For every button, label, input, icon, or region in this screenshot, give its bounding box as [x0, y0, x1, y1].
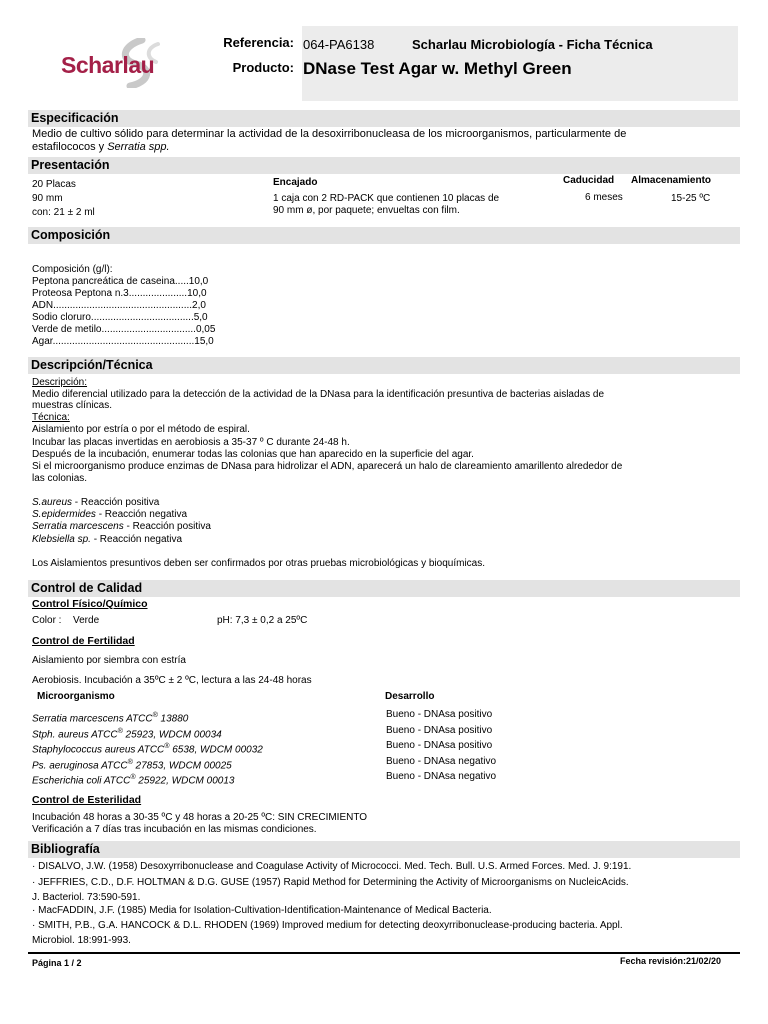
descripcion-text1: Medio diferencial utilizado para la detección de la actividad de la DNasa para la identificación presuntiva de bacterias aisladas de — [32, 389, 605, 400]
bibliografia-line: Microbiol. 18:991-993. — [32, 935, 131, 946]
tecnica-line: Si el microorganismo produce enzimas de DNasa para hidrolizar el ADN, aparecerá un halo de clareamiento amarillento alrededor de — [32, 461, 623, 472]
control-fisico-quimico-label: Control Físico/Químico — [32, 598, 148, 610]
tecnica-line: las colonias. — [32, 473, 88, 484]
producto-label: Producto: — [232, 60, 294, 75]
presentacion-volumen: con: 21 ± 2 ml — [32, 207, 95, 218]
bibliografia-line: · JEFFRIES, C.D., D.F. HOLTMAN & D.G. GUSE (1957) Rapid Method for Determining the Activity of Microorganisms on NucleicAcids. — [32, 877, 629, 888]
referencia-label: Referencia: — [223, 35, 294, 50]
logo-text: Scharlau — [61, 52, 155, 78]
section-especificacion: Especificación — [28, 110, 740, 127]
reaction-item: Klebsiella sp. - Reacción negativa — [32, 534, 183, 545]
footer-divider — [28, 952, 740, 954]
ph-value: pH: 7,3 ± 0,2 a 25ºC — [217, 615, 308, 626]
section-descripcion: Descripción/Técnica — [28, 357, 740, 374]
composicion-line: Peptona pancreática de caseina.....10,0 — [32, 276, 209, 287]
composicion-line: ADN..................................................2,0 — [32, 300, 206, 311]
encajado-line2: 90 mm ø, por paquete; envueltas con film. — [273, 205, 460, 216]
fertilidad-line1: Aislamiento por siembra con estría — [32, 655, 186, 666]
composicion-line: Proteosa Peptona n.3.....................10,0 — [32, 288, 207, 299]
tecnica-label: Técnica: — [32, 412, 70, 423]
caducidad-value: 6 meses — [585, 192, 623, 203]
composicion-line: Agar...................................................15,0 — [32, 336, 214, 347]
scharlau-logo — [58, 38, 188, 88]
section-control-calidad: Control de Calidad — [28, 580, 740, 597]
table-row-result: Bueno - DNAsa positivo — [386, 709, 493, 720]
revision-date: Fecha revisión:21/02/20 — [620, 956, 722, 966]
table-row-result: Bueno - DNAsa positivo — [386, 740, 493, 751]
table-row-result: Bueno - DNAsa negativo — [386, 771, 497, 782]
bibliografia-line: · SMITH, P.B., G.A. HANCOCK & D.L. RHODEN (1969) Improved medium for detecting deoxyrribonuclease-producing bacteria. Appl. — [32, 920, 623, 931]
color-value: Verde — [73, 615, 100, 626]
composicion-line: Sodio cloruro.....................................5,0 — [32, 312, 208, 323]
composicion-line: Verde de metilo..................................0,05 — [32, 324, 216, 335]
table-row-organism: Serratia marcescens ATCC® 13880 — [32, 712, 189, 725]
col-desarrollo: Desarrollo — [385, 691, 435, 702]
esterilidad-line2: Verificación a 7 días tras incubación en las mismas condiciones. — [32, 824, 317, 835]
tecnica-line: Aislamiento por estría o por el método de espiral. — [32, 424, 250, 435]
descripcion-note: Los Aislamientos presuntivos deben ser confirmados por otras pruebas microbiológicas y bioquímicas. — [32, 558, 486, 569]
presentacion-diametro: 90 mm — [32, 193, 63, 204]
referencia-value: 064-PA6138 — [303, 37, 375, 52]
descripcion-label: Descripción: — [32, 377, 88, 388]
section-composicion: Composición — [28, 227, 740, 244]
esterilidad-line1: Incubación 48 horas a 30-35 ºC y 48 horas a 20-25 ºC: SIN CRECIMIENTO — [32, 812, 368, 823]
encajado-line1: 1 caja con 2 RD-PACK que contienen 10 placas de — [273, 193, 500, 204]
color-label: Color : — [32, 615, 62, 626]
reaction-item: Serratia marcescens - Reacción positiva — [32, 521, 211, 532]
table-row-organism: Stph. aureus ATCC® 25923, WDCM 00034 — [32, 728, 222, 741]
bibliografia-line: · MacFADDIN, J.F. (1985) Media for Isolation-Cultivation-Identification-Maintenance of Medical Bacteria. — [32, 905, 492, 916]
almacenamiento-value: 15-25 ºC — [671, 193, 711, 204]
control-esterilidad-label: Control de Esterilidad — [32, 794, 142, 806]
fertilidad-line2: Aerobiosis. Incubación a 35ºC ± 2 ºC, lectura a las 24-48 horas — [32, 675, 312, 686]
almacenamiento-label: Almacenamiento — [631, 175, 712, 186]
table-row-organism: Ps. aeruginosa ATCC® 27853, WDCM 00025 — [32, 759, 232, 772]
table-row-organism: Staphylococcus aureus ATCC® 6538, WDCM 00032 — [32, 743, 263, 756]
especificacion-line1: Medio de cultivo sólido para determinar la actividad de la desoxirribonucleasa de los microorganismos, particularmente de — [32, 128, 627, 140]
caducidad-label: Caducidad — [563, 175, 615, 186]
col-microorganismo: Microorganismo — [37, 691, 115, 702]
section-presentacion: Presentación — [28, 157, 740, 174]
descripcion-text2: muestras clínicas. — [32, 400, 113, 411]
tecnica-line: Después de la incubación, enumerar todas las colonias que han aparecido en la superficie del agar. — [32, 449, 474, 460]
section-bibliografia: Bibliografía — [28, 841, 740, 858]
table-row-result: Bueno - DNAsa negativo — [386, 756, 497, 767]
table-row-result: Bueno - DNAsa positivo — [386, 725, 493, 736]
encajado-label: Encajado — [273, 177, 318, 188]
control-fertilidad-label: Control de Fertilidad — [32, 635, 135, 647]
bibliografia-line: J. Bacteriol. 73:590-591. — [32, 892, 141, 903]
tecnica-line: Incubar las placas invertidas en aerobiosis a 35-37 º C durante 24-48 h. — [32, 437, 350, 448]
bibliografia-line: · DISALVO, J.W. (1958) Desoxyrribonuclease and Coagulase Activity of Micrococci. Med. Tech. Bull. U.S. Armed Forces. Med. J. 9:191. — [32, 861, 632, 872]
especificacion-line2: estafilococos y Serratia spp. — [32, 141, 170, 153]
producto-value: DNase Test Agar w. Methyl Green — [303, 59, 572, 78]
presentacion-placas: 20 Placas — [32, 179, 76, 190]
table-row-organism: Escherichia coli ATCC® 25922, WDCM 00013 — [32, 774, 235, 787]
reaction-item: S.aureus - Reacción positiva — [32, 497, 160, 508]
composicion-line: Composición (g/l): — [32, 264, 113, 275]
reaction-item: S.epidermides - Reacción negativa — [32, 509, 188, 520]
doc-title: Scharlau Microbiología - Ficha Técnica — [412, 37, 653, 52]
page-number: Página 1 / 2 — [32, 958, 82, 968]
